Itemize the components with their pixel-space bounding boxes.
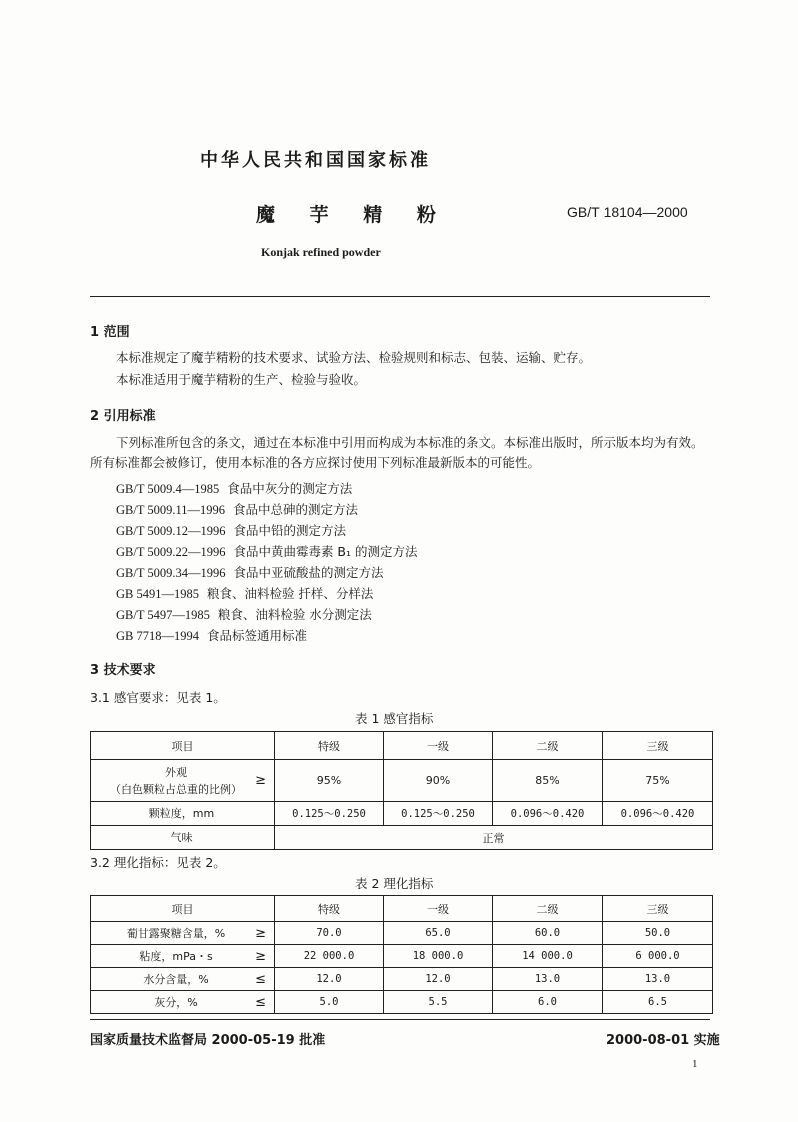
table-row	[91, 826, 713, 850]
table-row	[91, 945, 713, 968]
reference-item: GB/T 5009.11—1996 食品中总砷的测定方法	[116, 502, 359, 517]
row-label: 粘度，mPa・s ≥	[91, 945, 275, 968]
header-divider	[90, 296, 710, 297]
standard-number-value: 18104—2000	[603, 204, 688, 220]
column-header: 特级	[275, 732, 384, 760]
row-label: 水分含量，% ≤	[91, 968, 275, 991]
section-1-paragraph-1: 本标准规定了魔芋精粉的技术要求、试验方法、检验规则和标志、包装、运输、贮存。	[116, 350, 592, 365]
table-cell: 12.0	[275, 968, 384, 991]
subsection-3-1: 3.1 感官要求：见表 1。	[90, 690, 226, 705]
section-1-heading: 1 范围	[90, 325, 130, 340]
table-cell: 13.0	[493, 968, 603, 991]
footer-divider	[90, 1019, 710, 1020]
reference-item: GB/T 5497—1985 粮食、油料检验 水分测定法	[116, 607, 372, 622]
column-header: 一级	[384, 732, 493, 760]
national-standard-heading: 中华人民共和国国家标准	[200, 150, 431, 171]
column-header: 特级	[275, 896, 384, 922]
table-cell: 13.0	[603, 968, 713, 991]
table-cell: 0.096～0.420	[603, 802, 713, 826]
table-cell: 5.0	[275, 991, 384, 1014]
row-label: 气味	[91, 826, 275, 850]
table-cell: 65.0	[384, 922, 493, 945]
table-row	[91, 922, 713, 945]
table-2-physicochemical	[90, 895, 713, 1014]
table-cell: 60.0	[493, 922, 603, 945]
table-cell: 70.0	[275, 922, 384, 945]
table-cell: 75%	[603, 760, 713, 802]
reference-item: GB 5491—1985 粮食、油料检验 扦样、分样法	[116, 586, 374, 601]
implementation-date: 2000-08-01 实施	[606, 1033, 720, 1048]
table-2-caption: 表 2 理化指标	[355, 876, 434, 891]
section-1-paragraph-2: 本标准适用于魔芋精粉的生产、检验与验收。	[116, 372, 367, 387]
table-cell: 90%	[384, 760, 493, 802]
column-header: 一级	[384, 896, 493, 922]
row-label: 颗粒度，mm	[91, 802, 275, 826]
document-title-english: Konjak refined powder	[261, 245, 381, 259]
table-cell: 95%	[275, 760, 384, 802]
table-row	[91, 802, 713, 826]
reference-item: GB 7718—1994 食品标签通用标准	[116, 628, 307, 643]
column-header: 三级	[603, 732, 713, 760]
column-header: 项目	[91, 896, 275, 922]
table-cell: 6.5	[603, 991, 713, 1014]
page-number: 1	[692, 1058, 698, 1070]
table-cell: 0.125～0.250	[384, 802, 493, 826]
column-header: 二级	[493, 896, 603, 922]
row-label: 葡甘露聚糖含量，% ≥	[91, 922, 275, 945]
section-2-heading: 2 引用标准	[90, 409, 156, 424]
table-row	[91, 968, 713, 991]
subsection-3-2: 3.2 理化指标：见表 2。	[90, 855, 226, 870]
table-cell: 0.096～0.420	[493, 802, 603, 826]
table-1-sensory	[90, 731, 713, 850]
table-cell: 50.0	[603, 922, 713, 945]
column-header: 项目	[91, 732, 275, 760]
table-cell: 18 000.0	[384, 945, 493, 968]
document-title: 魔 芋 精 粉	[256, 204, 450, 226]
section-2-paragraph: 下列标准所包含的条文，通过在本标准中引用而构成为本标准的条文。本标准出版时，所示版本均为有效。所有标准都会被修订，使用本标准的各方应探讨使用下列标准最新版本的可能性。	[90, 435, 704, 470]
table-row	[91, 991, 713, 1014]
reference-item: GB/T 5009.4—1985 食品中灰分的测定方法	[116, 481, 353, 496]
row-label: 灰分，% ≤	[91, 991, 275, 1014]
table-cell: 14 000.0	[493, 945, 603, 968]
table-cell: 0.125～0.250	[275, 802, 384, 826]
table-cell: 12.0	[384, 968, 493, 991]
reference-item: GB/T 5009.12—1996 食品中铅的测定方法	[116, 523, 346, 538]
standard-number-prefix: GB/T	[567, 204, 600, 220]
table-header-row	[91, 732, 713, 760]
table-cell: 85%	[493, 760, 603, 802]
table-cell-merged: 正常	[275, 826, 713, 850]
approval-statement: 国家质量技术监督局 2000-05-19 批准	[90, 1033, 326, 1048]
table-cell: 5.5	[384, 991, 493, 1014]
table-cell: 6 000.0	[603, 945, 713, 968]
table-header-row	[91, 896, 713, 922]
reference-item: GB/T 5009.22—1996 食品中黄曲霉毒素 B₁ 的测定方法	[116, 544, 418, 559]
reference-item: GB/T 5009.34—1996 食品中亚硫酸盐的测定方法	[116, 565, 384, 580]
column-header: 二级	[493, 732, 603, 760]
column-header: 三级	[603, 896, 713, 922]
table-row	[91, 760, 713, 802]
table-cell: 6.0	[493, 991, 603, 1014]
section-3-heading: 3 技术要求	[90, 663, 156, 678]
row-label: 外观 （白色颗粒占总重的比例） ≥	[91, 760, 275, 802]
table-1-caption: 表 1 感官指标	[355, 711, 434, 726]
table-cell: 22 000.0	[275, 945, 384, 968]
standard-number	[567, 204, 688, 220]
